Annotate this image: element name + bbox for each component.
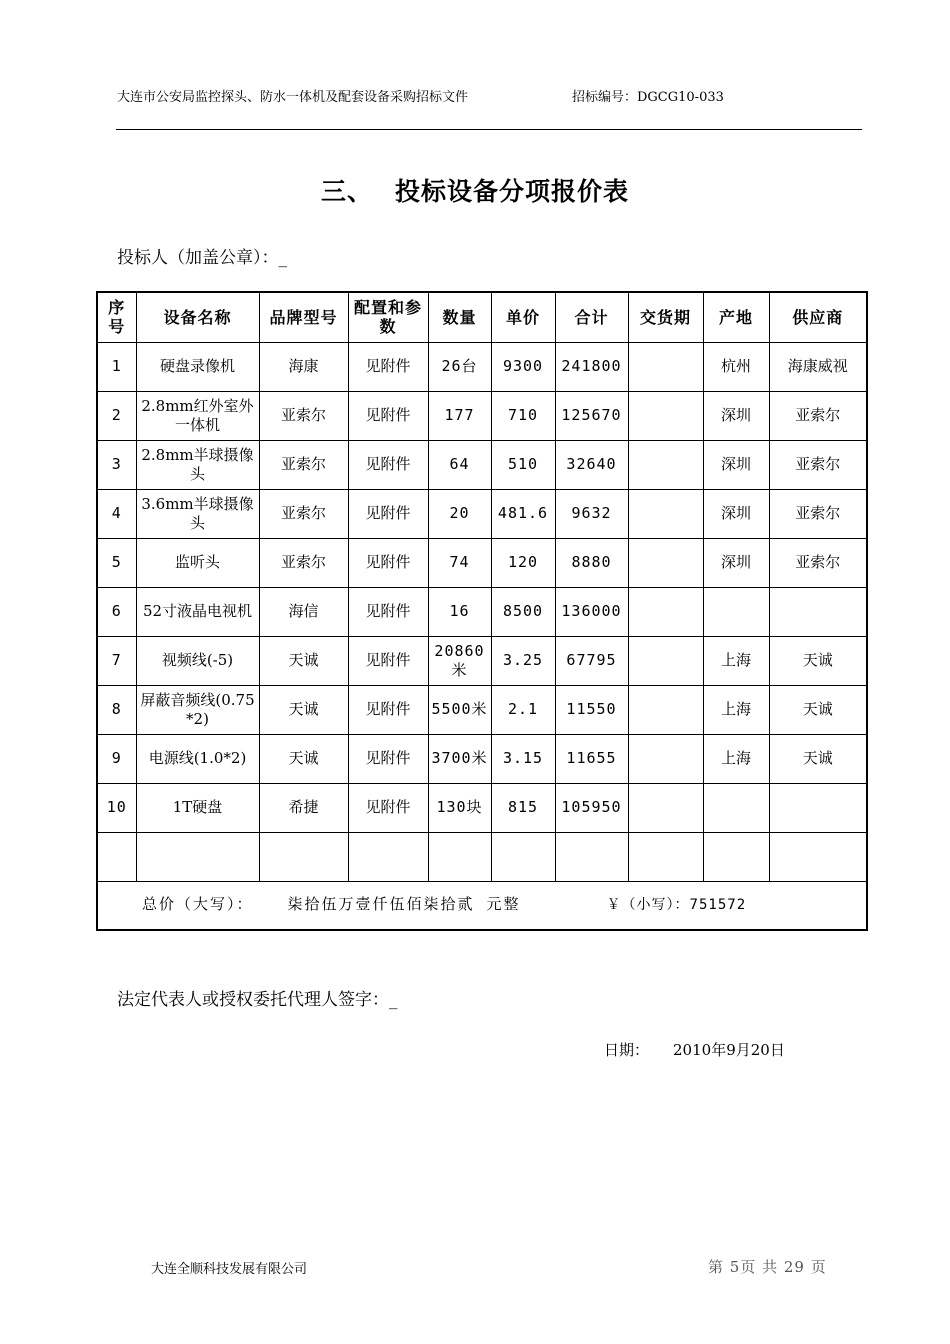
- table-row: [97, 734, 867, 783]
- cell-brand-model: 海康: [259, 342, 348, 391]
- table-row: [97, 538, 867, 587]
- cell-quantity: 26台: [428, 342, 491, 391]
- cell-quantity: 3700米: [428, 734, 491, 783]
- table-row: [97, 783, 867, 832]
- header-document-title: 大连市公安局监控探头、防水一体机及配套设备采购招标文件: [117, 90, 469, 105]
- cell-index: 7: [97, 636, 136, 685]
- cell-quantity: 20860米: [428, 636, 491, 685]
- footer-company: 大连全顺科技发展有限公司: [151, 1262, 308, 1277]
- cell-device-name: 视频线(-5): [136, 636, 259, 685]
- cell-subtotal: 67795: [555, 636, 628, 685]
- cell-device-name: 2.8mm红外室外一体机: [136, 391, 259, 440]
- cell-supplier: 海康威视: [769, 342, 867, 391]
- cell-device-name: 屏蔽音频线(0.75*2): [136, 685, 259, 734]
- cell-subtotal: 9632: [555, 489, 628, 538]
- section-number: 三、: [320, 177, 373, 206]
- cell-config: 见附件: [348, 538, 428, 587]
- cell-unit-price: 2.1: [491, 685, 555, 734]
- cell-index: 6: [97, 587, 136, 636]
- cell-unit-price: 3.15: [491, 734, 555, 783]
- cell-supplier: [769, 587, 867, 636]
- cell-index: 4: [97, 489, 136, 538]
- cell-origin: 深圳: [703, 489, 769, 538]
- cell-brand-model: 亚索尔: [259, 391, 348, 440]
- page-title: [0, 172, 950, 208]
- cell-delivery: [628, 587, 703, 636]
- cell-brand-model: 天诚: [259, 685, 348, 734]
- col-header-brand-model: 品牌型号: [259, 292, 348, 342]
- cell-quantity: [428, 832, 491, 881]
- table-row: [97, 391, 867, 440]
- cell-unit-price: [491, 832, 555, 881]
- cell-index: 8: [97, 685, 136, 734]
- bidder-label: 投标人（加盖公章）：_: [117, 248, 287, 268]
- total-row: [97, 881, 867, 930]
- cell-supplier: 亚索尔: [769, 440, 867, 489]
- cell-index: 9: [97, 734, 136, 783]
- date-value: 2010年9月20日: [673, 1041, 785, 1059]
- header-divider: [116, 129, 862, 130]
- cell-index: 5: [97, 538, 136, 587]
- cell-brand-model: 亚索尔: [259, 489, 348, 538]
- cell-unit-price: 3.25: [491, 636, 555, 685]
- cell-quantity: 64: [428, 440, 491, 489]
- cell-origin: 杭州: [703, 342, 769, 391]
- cell-origin: 深圳: [703, 538, 769, 587]
- cell-origin: 深圳: [703, 440, 769, 489]
- cell-origin: [703, 783, 769, 832]
- quote-table: [96, 291, 868, 931]
- col-header-config: 配置和参数: [348, 292, 428, 342]
- cell-device-name: 监听头: [136, 538, 259, 587]
- cell-config: 见附件: [348, 734, 428, 783]
- cell-subtotal: 11550: [555, 685, 628, 734]
- cell-index: 2: [97, 391, 136, 440]
- cell-delivery: [628, 489, 703, 538]
- cell-unit-price: 120: [491, 538, 555, 587]
- col-header-delivery: 交货期: [628, 292, 703, 342]
- col-header-origin: 产地: [703, 292, 769, 342]
- cell-origin: [703, 832, 769, 881]
- cell-unit-price: 815: [491, 783, 555, 832]
- cell-unit-price: 510: [491, 440, 555, 489]
- cell-quantity: 74: [428, 538, 491, 587]
- col-header-supplier: 供应商: [769, 292, 867, 342]
- cell-config: 见附件: [348, 587, 428, 636]
- cell-unit-price: 9300: [491, 342, 555, 391]
- cell-brand-model: [259, 832, 348, 881]
- cell-device-name: 硬盘录像机: [136, 342, 259, 391]
- cell-quantity: 177: [428, 391, 491, 440]
- section-title: 投标设备分项报价表: [395, 177, 630, 206]
- table-header-row: [97, 292, 867, 342]
- table-row: [97, 832, 867, 881]
- cell-device-name: 1T硬盘: [136, 783, 259, 832]
- total-unit: 元整: [486, 895, 521, 914]
- cell-quantity: 20: [428, 489, 491, 538]
- cell-supplier: [769, 832, 867, 881]
- col-header-index: 序号: [97, 292, 136, 342]
- total-cell: [97, 881, 867, 930]
- cell-supplier: 天诚: [769, 734, 867, 783]
- cell-delivery: [628, 440, 703, 489]
- cell-brand-model: 天诚: [259, 734, 348, 783]
- cell-device-name: 2.8mm半球摄像头: [136, 440, 259, 489]
- table-row: [97, 636, 867, 685]
- cell-config: 见附件: [348, 391, 428, 440]
- cell-quantity: 5500米: [428, 685, 491, 734]
- cell-index: 3: [97, 440, 136, 489]
- cell-unit-price: 481.6: [491, 489, 555, 538]
- cell-device-name: 52寸液晶电视机: [136, 587, 259, 636]
- table-row: [97, 440, 867, 489]
- cell-supplier: 亚索尔: [769, 391, 867, 440]
- col-header-quantity: 数量: [428, 292, 491, 342]
- table-row: [97, 685, 867, 734]
- cell-delivery: [628, 342, 703, 391]
- cell-config: 见附件: [348, 342, 428, 391]
- header-bid-number: 招标编号：DGCG10-033: [572, 90, 724, 105]
- cell-brand-model: 希捷: [259, 783, 348, 832]
- cell-supplier: 亚索尔: [769, 538, 867, 587]
- cell-index: 1: [97, 342, 136, 391]
- cell-config: 见附件: [348, 440, 428, 489]
- cell-supplier: 亚索尔: [769, 489, 867, 538]
- cell-config: [348, 832, 428, 881]
- cell-quantity: 16: [428, 587, 491, 636]
- cell-device-name: 3.6mm半球摄像头: [136, 489, 259, 538]
- cell-subtotal: 32640: [555, 440, 628, 489]
- cell-subtotal: 11655: [555, 734, 628, 783]
- total-label: 总价（大写）：: [142, 895, 254, 914]
- cell-unit-price: 710: [491, 391, 555, 440]
- cell-delivery: [628, 538, 703, 587]
- total-in-figures: ￥（小写）：751572: [606, 897, 747, 914]
- cell-unit-price: 8500: [491, 587, 555, 636]
- total-in-words: 柒拾伍万壹仟伍佰柒拾贰: [287, 895, 475, 914]
- table-row: [97, 587, 867, 636]
- cell-origin: 上海: [703, 636, 769, 685]
- cell-delivery: [628, 783, 703, 832]
- cell-supplier: 天诚: [769, 685, 867, 734]
- cell-origin: [703, 587, 769, 636]
- cell-config: 见附件: [348, 636, 428, 685]
- cell-supplier: 天诚: [769, 636, 867, 685]
- footer-page-number: 第 5页 共 29 页: [708, 1258, 827, 1276]
- cell-delivery: [628, 832, 703, 881]
- cell-delivery: [628, 636, 703, 685]
- cell-config: 见附件: [348, 685, 428, 734]
- date-line: [604, 1039, 785, 1060]
- cell-quantity: 130块: [428, 783, 491, 832]
- cell-device-name: [136, 832, 259, 881]
- cell-brand-model: 海信: [259, 587, 348, 636]
- cell-subtotal: 8880: [555, 538, 628, 587]
- cell-delivery: [628, 734, 703, 783]
- cell-index: [97, 832, 136, 881]
- cell-brand-model: 亚索尔: [259, 440, 348, 489]
- cell-origin: 上海: [703, 734, 769, 783]
- cell-supplier: [769, 783, 867, 832]
- cell-config: 见附件: [348, 489, 428, 538]
- cell-index: 10: [97, 783, 136, 832]
- table-row: [97, 489, 867, 538]
- col-header-unit-price: 单价: [491, 292, 555, 342]
- table-row: [97, 342, 867, 391]
- date-label: 日期：: [604, 1041, 650, 1059]
- cell-subtotal: 105950: [555, 783, 628, 832]
- cell-subtotal: 241800: [555, 342, 628, 391]
- cell-config: 见附件: [348, 783, 428, 832]
- col-header-subtotal: 合计: [555, 292, 628, 342]
- col-header-device-name: 设备名称: [136, 292, 259, 342]
- cell-subtotal: [555, 832, 628, 881]
- legal-signature-label: 法定代表人或授权委托代理人签字：_: [117, 990, 398, 1010]
- cell-delivery: [628, 391, 703, 440]
- cell-brand-model: 天诚: [259, 636, 348, 685]
- cell-origin: 上海: [703, 685, 769, 734]
- cell-origin: 深圳: [703, 391, 769, 440]
- cell-device-name: 电源线(1.0*2): [136, 734, 259, 783]
- cell-subtotal: 125670: [555, 391, 628, 440]
- cell-delivery: [628, 685, 703, 734]
- cell-subtotal: 136000: [555, 587, 628, 636]
- cell-brand-model: 亚索尔: [259, 538, 348, 587]
